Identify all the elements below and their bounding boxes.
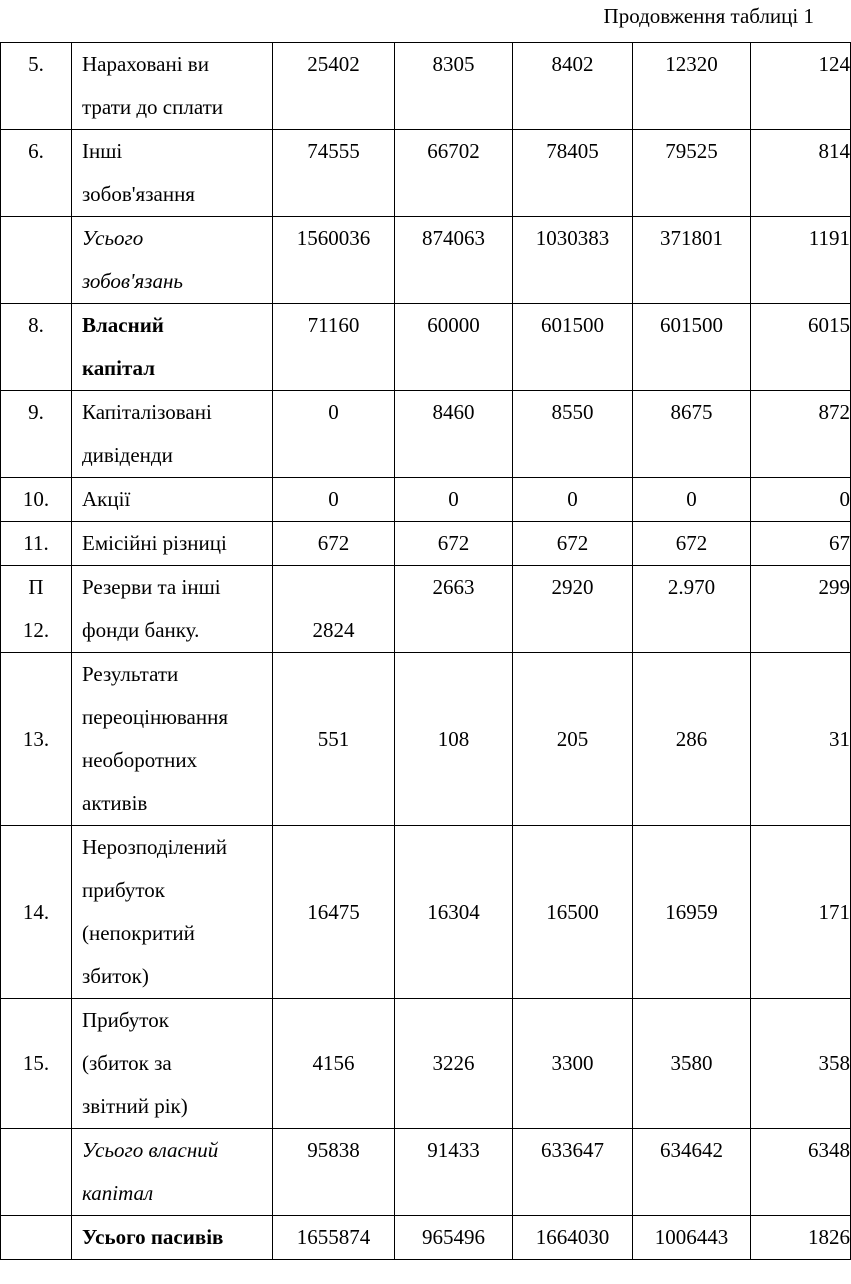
row-label: Інші зобов'язання <box>72 130 273 217</box>
value-cell: 4156 <box>273 999 395 1129</box>
value-cell: 0 <box>273 391 395 478</box>
row-label: Емісійні різниці <box>72 522 273 566</box>
value-cell-truncated: 1191 <box>751 217 851 304</box>
balance-table <box>0 42 851 1260</box>
value-cell: 8675 <box>633 391 751 478</box>
row-label: Власний капітал <box>72 304 273 391</box>
row-label: Усього пасивів <box>72 1216 273 1260</box>
value-cell: 71160 <box>273 304 395 391</box>
row-number: 10. <box>1 478 72 522</box>
value-cell: 672 <box>273 522 395 566</box>
table-row-total-obligations <box>1 217 851 304</box>
row-number: 9. <box>1 391 72 478</box>
table-row <box>1 999 851 1129</box>
table-row <box>1 391 851 478</box>
value-cell: 672 <box>395 522 513 566</box>
value-cell: 1006443 <box>633 1216 751 1260</box>
value-cell: 0 <box>395 478 513 522</box>
row-label: Прибуток (збиток за звітний рік) <box>72 999 273 1129</box>
row-label: Результати переоцінювання необоротних активів <box>72 653 273 826</box>
table-row <box>1 478 851 522</box>
value-cell-truncated: 814 <box>751 130 851 217</box>
table-continuation-caption: Продовження таблиці 1 <box>603 4 814 28</box>
value-cell: 16959 <box>633 826 751 999</box>
row-label: Акції <box>72 478 273 522</box>
table-row-total-equity <box>1 1129 851 1216</box>
value-cell: 8402 <box>513 43 633 130</box>
table-row <box>1 566 851 653</box>
value-cell: 672 <box>513 522 633 566</box>
value-cell-truncated: 0 <box>751 478 851 522</box>
value-cell: 8305 <box>395 43 513 130</box>
value-cell: 78405 <box>513 130 633 217</box>
row-label: Резерви та інші фонди банку. <box>72 566 273 653</box>
value-cell-truncated: 872 <box>751 391 851 478</box>
value-cell: 16304 <box>395 826 513 999</box>
value-cell: 0 <box>513 478 633 522</box>
row-label: Нараховані ви трати до сплати <box>72 43 273 130</box>
table-row <box>1 522 851 566</box>
row-number: П 12. <box>1 566 72 653</box>
row-number: 8. <box>1 304 72 391</box>
value-cell: 2.970 <box>633 566 751 653</box>
value-cell: 601500 <box>633 304 751 391</box>
table-row <box>1 304 851 391</box>
row-label: Усього власний капітал <box>72 1129 273 1216</box>
value-cell: 1030383 <box>513 217 633 304</box>
row-number: 6. <box>1 130 72 217</box>
value-cell: 108 <box>395 653 513 826</box>
value-cell-truncated: 31 <box>751 653 851 826</box>
value-cell: 205 <box>513 653 633 826</box>
value-cell: 874063 <box>395 217 513 304</box>
value-cell: 1655874 <box>273 1216 395 1260</box>
value-cell-truncated: 124 <box>751 43 851 130</box>
value-cell: 8550 <box>513 391 633 478</box>
value-cell: 60000 <box>395 304 513 391</box>
table-row <box>1 43 851 130</box>
value-cell: 0 <box>273 478 395 522</box>
value-cell: 371801 <box>633 217 751 304</box>
value-cell: 3580 <box>633 999 751 1129</box>
value-cell: 74555 <box>273 130 395 217</box>
row-number: 5. <box>1 43 72 130</box>
value-cell: 601500 <box>513 304 633 391</box>
value-cell: 79525 <box>633 130 751 217</box>
value-cell: 3226 <box>395 999 513 1129</box>
value-cell: 0 <box>633 478 751 522</box>
row-label: Нерозподілений прибуток (непокритий збиток) <box>72 826 273 999</box>
row-label: Усього зобов'язань <box>72 217 273 304</box>
value-cell: 66702 <box>395 130 513 217</box>
value-cell-truncated: 6015 <box>751 304 851 391</box>
value-cell: 1560036 <box>273 217 395 304</box>
value-cell: 25402 <box>273 43 395 130</box>
table-row <box>1 130 851 217</box>
value-cell: 286 <box>633 653 751 826</box>
value-cell: 634642 <box>633 1129 751 1216</box>
value-cell: 12320 <box>633 43 751 130</box>
value-cell-truncated: 171 <box>751 826 851 999</box>
value-cell: 672 <box>633 522 751 566</box>
value-cell: 16475 <box>273 826 395 999</box>
value-cell: 8460 <box>395 391 513 478</box>
value-cell: 16500 <box>513 826 633 999</box>
row-number: 13. <box>1 653 72 826</box>
row-number <box>1 1129 72 1216</box>
value-cell: 2663 <box>395 566 513 653</box>
value-cell: 2920 <box>513 566 633 653</box>
value-cell-truncated: 67 <box>751 522 851 566</box>
value-cell: 3300 <box>513 999 633 1129</box>
value-cell: 1664030 <box>513 1216 633 1260</box>
table-row <box>1 653 851 826</box>
value-cell: 91433 <box>395 1129 513 1216</box>
value-cell: 95838 <box>273 1129 395 1216</box>
row-number: 14. <box>1 826 72 999</box>
value-cell-truncated: 358 <box>751 999 851 1129</box>
table-row <box>1 826 851 999</box>
value-cell-truncated: 6348 <box>751 1129 851 1216</box>
row-label: Капіталізовані дивіденди <box>72 391 273 478</box>
row-number <box>1 217 72 304</box>
row-number <box>1 1216 72 1260</box>
value-cell: 633647 <box>513 1129 633 1216</box>
value-cell-truncated: 1826 <box>751 1216 851 1260</box>
value-cell: 965496 <box>395 1216 513 1260</box>
value-cell: 2824 <box>273 566 395 653</box>
row-number: 11. <box>1 522 72 566</box>
value-cell-truncated: 299 <box>751 566 851 653</box>
balance-table-container <box>0 42 850 1260</box>
table-row-total-liabilities <box>1 1216 851 1260</box>
value-cell: 551 <box>273 653 395 826</box>
row-number: 15. <box>1 999 72 1129</box>
